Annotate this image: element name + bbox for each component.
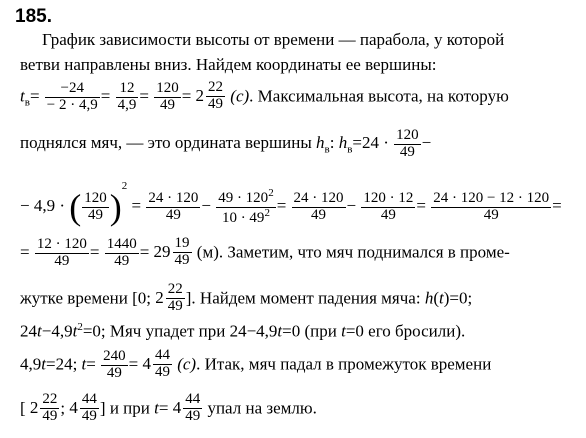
- formula-line-5: − 4,9 · ( $\frac{120}{49}$ )$^2$ = $\frac{24 \cdot 120}{49}$ − $\frac{49 \cdot 120^2}{10 \cdot 49^2}$ = $\frac{24 \cdot 120}{49}$ − $\frac{120 \cdot 12}{49}$ = $\frac{24 \cdot 120 - 12 \cdot 120}{49}$ =: [20, 180, 562, 228]
- fraction: $\frac{240}{49}$: [103, 348, 126, 381]
- text-line-2-content: ветви направлены вниз. Найдем координаты ее вершины:: [20, 55, 437, 74]
- var-t: t: [20, 86, 25, 106]
- fraction: $\frac{1440}{49}$: [106, 236, 137, 269]
- text-line-1: График зависимости высоты от времени — парабола, у которой: [42, 30, 505, 49]
- fraction: $\frac{12 \cdot 120}{49}$: [36, 236, 87, 269]
- fraction: $\frac{24 \cdot 120}{49}$: [293, 189, 344, 223]
- fraction: $\frac{120}{49}$: [84, 189, 107, 223]
- formula-line-10: [ 2 $\frac{22}{49}$ ; 4 $\frac{44}{49}$ ] и при t= 4 $\frac{44}{49}$ упал на землю.: [20, 391, 317, 424]
- eq: =: [29, 86, 40, 106]
- fraction: $\frac{49 \cdot 120^2}{10 \cdot 49^2}$: [218, 186, 274, 226]
- mixed-number: 2 $\frac{22}{49}$: [29, 391, 58, 424]
- var-h: h: [316, 133, 325, 153]
- formula-line-8: $24t-4,9t^2=0$; Мяч упадет при 24−4,9t=0 (при t=0 его бросили).: [20, 321, 466, 341]
- fraction: $\frac{-24}{- 2 \cdot 4,9}$: [46, 80, 98, 113]
- fraction: $\frac{24 \cdot 120 - 12 \cdot 120}{49}$: [433, 189, 550, 223]
- mixed-number: 4 $\frac{44}{49}$: [142, 347, 170, 380]
- fraction: $\frac{120}{49}$: [156, 80, 179, 113]
- formula-line-9: 4,9t=24; t= $\frac{240}{49}$ = 4 $\frac{44}{49}$ (c). Итак, мяч падал в промежуток времени: [20, 347, 492, 381]
- eq: =: [181, 86, 192, 106]
- eq: =: [139, 86, 149, 106]
- text: . Максимальная высота, на которую: [249, 86, 509, 106]
- fraction: $\frac{120}{49}$: [396, 127, 419, 160]
- mixed-number: 4 $\frac{44}{49}$: [172, 391, 201, 424]
- text-line-2: [20, 55, 570, 75]
- mixed-number: 4 $\frac{44}{49}$: [69, 391, 97, 424]
- mixed-number: 2 $\frac{22}{49}$: [195, 79, 224, 112]
- eq: =: [100, 86, 111, 106]
- problem-number: 185.: [15, 6, 52, 27]
- formula-line-7: жутке времени [0; 2 $\frac{22}{49}$ ]. Найдем момент падения мяча: h(t)=0;: [20, 281, 473, 314]
- text: поднялся мяч, — это ордината вершины: [20, 133, 312, 153]
- fraction: $\frac{24 \cdot 120}{49}$: [148, 189, 199, 223]
- unit-c: (c): [230, 86, 250, 106]
- formula-line-3: [20, 80, 570, 114]
- fraction: $\frac{120 \cdot 12}{49}$: [363, 189, 414, 223]
- formula-line-4: поднялся мяч, — это ордината вершины $h_в$: $h_в=24$ · $\frac{120}{49}$ −: [20, 127, 432, 160]
- fraction: $\frac{12}{4,9}$: [117, 80, 137, 113]
- formula-line-6: = $\frac{12 \cdot 120}{49}$ = $\frac{1440}{49}$ = 29 $\frac{19}{49}$ (м). Заметим, что мяч поднимался в проме-: [20, 235, 510, 269]
- var-h: h: [338, 133, 348, 153]
- sub-v: в: [24, 96, 30, 109]
- mixed-number: 29 $\frac{19}{49}$: [153, 235, 190, 268]
- mixed-number: 2 $\frac{22}{49}$: [155, 281, 183, 314]
